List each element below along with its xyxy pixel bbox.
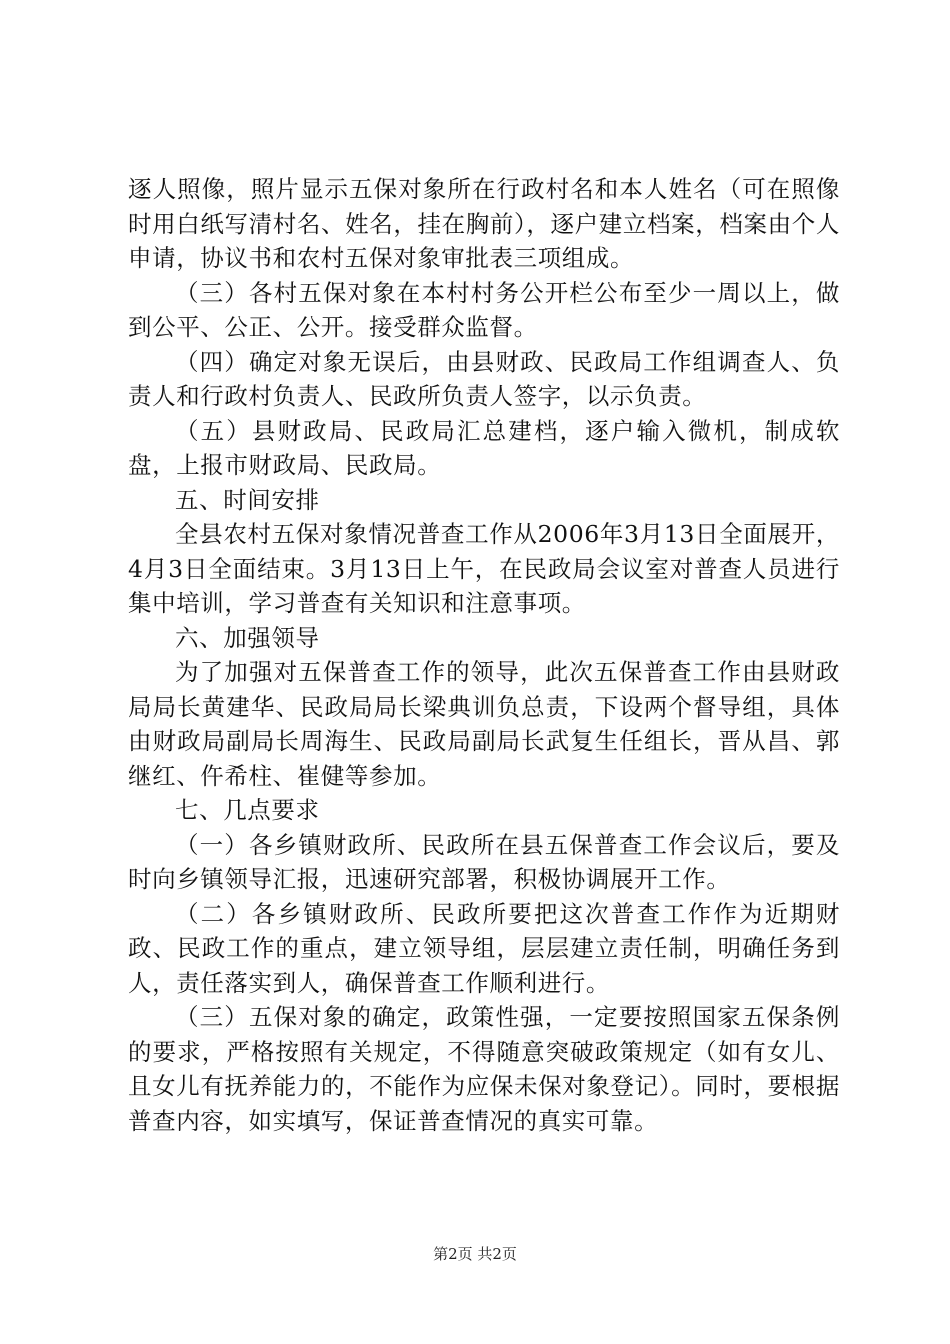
paragraph-requirement-3: （三）五保对象的确定，政策性强，一定要按照国家五保条例的要求，严格按照有关规定，不得随意突破政策规定（如有女儿、且女儿有抚养能力的，不能作为应保未保对象登记）。同时，要根据普查内容，如实填写，保证普查情况的真实可靠。 bbox=[128, 1003, 840, 1135]
paragraph-item-4-signature: （四）确定对象无误后，由县财政、民政局工作组调查人、负责人和行政村负责人、民政所负责人签字，以示负责。 bbox=[128, 347, 840, 410]
section-heading-leadership: 六、加强领导 bbox=[175, 623, 320, 652]
paragraph-schedule: 全县农村五保对象情况普查工作从2006年3月13日全面展开，4月3日全面结束。3月13日上午，在民政局会议室对普查人员进行集中培训，学习普查有关知识和注意事项。 bbox=[128, 520, 840, 617]
section-heading-requirements: 七、几点要求 bbox=[175, 796, 320, 824]
page-number-footer: 第2页 共2页 bbox=[433, 1245, 517, 1263]
paragraph-item-3-publicity: （三）各村五保对象在本村村务公开栏公布至少一周以上，做到公平、公正、公开。接受群众监督。 bbox=[128, 278, 840, 341]
paragraph-archive-photo: 逐人照像，照片显示五保对象所在行政村名和本人姓名（可在照像时用白纸写清村名、姓名，挂在胸前），逐户建立档案，档案由个人申请，协议书和农村五保对象审批表三项组成。 bbox=[128, 175, 840, 272]
document-body bbox=[128, 172, 840, 1138]
paragraph-requirement-1: （一）各乡镇财政所、民政所在县五保普查工作会议后，要及时向乡镇领导汇报，迅速研究部署，积极协调展开工作。 bbox=[128, 830, 840, 893]
paragraph-requirement-2: （二）各乡镇财政所、民政所要把这次普查工作作为近期财政、民政工作的重点，建立领导组，层层建立责任制，明确任务到人，责任落实到人，确保普查工作顺利进行。 bbox=[128, 899, 840, 997]
section-heading-schedule: 五、时间安排 bbox=[175, 485, 320, 514]
paragraph-leadership: 为了加强对五保普查工作的领导，此次五保普查工作由县财政局局长黄建华、民政局局长梁典训负总责，下设两个督导组，具体由财政局副局长周海生、民政局副局长武复生任组长，晋从昌、郭继红、仵希柱、崔健等参加。 bbox=[128, 658, 840, 790]
paragraph-item-5-archive: （五）县财政局、民政局汇总建档，逐户输入微机，制成软盘，上报市财政局、民政局。 bbox=[128, 416, 840, 479]
